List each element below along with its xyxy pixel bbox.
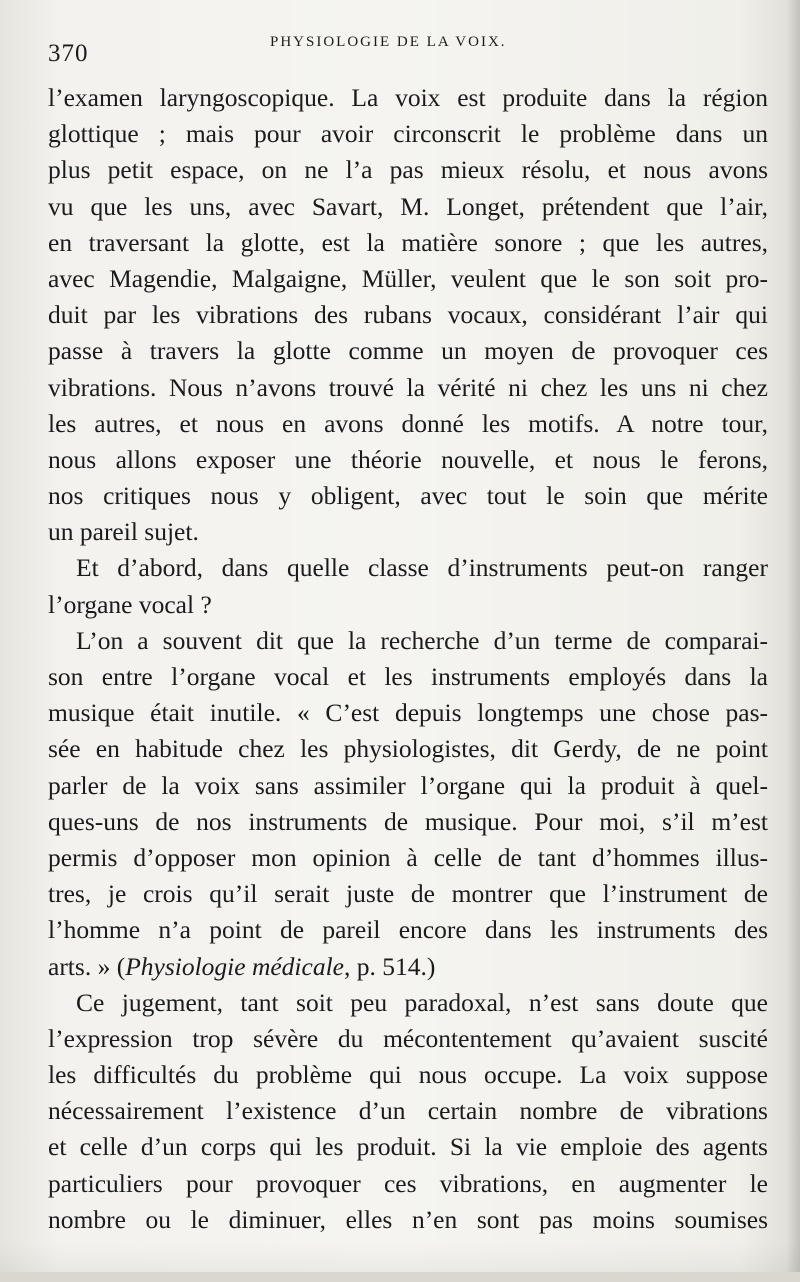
text-line: Ce jugement, tant soit peu paradoxal, n’est sans doute que xyxy=(76,987,768,1017)
text-line: glottique ; mais pour avoir circonscrit le problème dans un xyxy=(48,119,768,149)
text-line: en traversant la glotte, est la matière sonore ; que les autres, xyxy=(48,227,768,257)
text-line: parler de la voix sans assimiler l’organe qui la produit à quel- xyxy=(48,770,768,800)
paragraph-2 xyxy=(48,550,768,622)
text-line: nos critiques nous y obligent, avec tout le soin que mérite xyxy=(48,481,768,511)
text-line: son entre l’organe vocal et les instruments employés dans la xyxy=(48,662,768,691)
text-line: l’organe vocal ? xyxy=(48,589,212,619)
text-line: ques-uns de nos instruments de musique. Pour moi, s’il m’est xyxy=(48,806,768,836)
text-line: L’on a souvent dit que la recherche d’un terme de comparai- xyxy=(76,625,768,655)
text-line: vu que les uns, avec Savart, M. Longet, prétendent que l’air, xyxy=(48,191,768,221)
text-line: permis d’opposer mon opinion à celle de tant d’hommes illus- xyxy=(48,842,768,872)
citation-prefix: arts. » ( xyxy=(48,951,126,981)
text-line: passe à travers la glotte comme un moyen de provoquer ces xyxy=(48,336,768,366)
running-title: PHYSIOLOGIE DE LA VOIX. xyxy=(270,34,507,50)
citation-suffix: , p. 514.) xyxy=(344,951,436,981)
text-line: nécessairement l’existence d’un certain nombre de vibrations xyxy=(48,1096,768,1126)
body-text xyxy=(48,80,768,1238)
citation-title: Physiologie médicale xyxy=(125,951,344,981)
text-line: l’expression trop sévère du mécontentement qu’avaient suscité xyxy=(48,1023,768,1053)
text-line: plus petit espace, on ne l’a pas mieux résolu, et nous avons xyxy=(48,155,768,185)
text-line: vibrations. Nous n’avons trouvé la vérité ni chez les uns ni chez xyxy=(48,372,768,402)
text-line: les difficultés du problème qui nous occupe. La voix suppose xyxy=(48,1060,768,1090)
text-line: tres, je crois qu’il serait juste de montrer que l’instrument de xyxy=(48,879,768,909)
text-line: et celle d’un corps qui les produit. Si la vie emploie des agents xyxy=(48,1132,768,1162)
text-line: musique était inutile. « C’est depuis longtemps une chose pas- xyxy=(48,698,768,728)
paragraph-3 xyxy=(48,623,768,985)
page-bottom-edge xyxy=(0,1272,800,1282)
citation-line xyxy=(48,949,768,985)
text-line: sée en habitude chez les physiologistes, dit Gerdy, de ne point xyxy=(48,734,768,764)
page-header xyxy=(48,30,762,70)
text-line: nombre ou le diminuer, elles n’en sont pas moins soumises xyxy=(48,1204,768,1234)
text-line: l’homme n’a point de pareil encore dans les instruments des xyxy=(48,915,768,945)
text-line: nous allons exposer une théorie nouvelle, et nous le ferons, xyxy=(48,444,768,474)
text-line: particuliers pour provoquer ces vibrations, en augmenter le xyxy=(48,1168,768,1198)
text-line: les autres, et nous en avons donné les motifs. A notre tour, xyxy=(48,408,768,438)
page-edge-shadow xyxy=(786,0,800,1282)
text-line: avec Magendie, Malgaigne, Müller, veulent que le son soit pro- xyxy=(48,263,768,293)
text-line: duit par les vibrations des rubans vocaux, considérant l’air qui xyxy=(48,300,768,330)
paragraph-4 xyxy=(48,985,768,1238)
text-line: un pareil sujet. xyxy=(48,517,199,547)
text-line: Et d’abord, dans quelle classe d’instruments peut-on ranger xyxy=(76,553,768,583)
paragraph-1 xyxy=(48,80,768,550)
text-line: l’examen laryngoscopique. La voix est produite dans la région xyxy=(48,83,768,112)
page-number: 370 xyxy=(48,40,89,67)
